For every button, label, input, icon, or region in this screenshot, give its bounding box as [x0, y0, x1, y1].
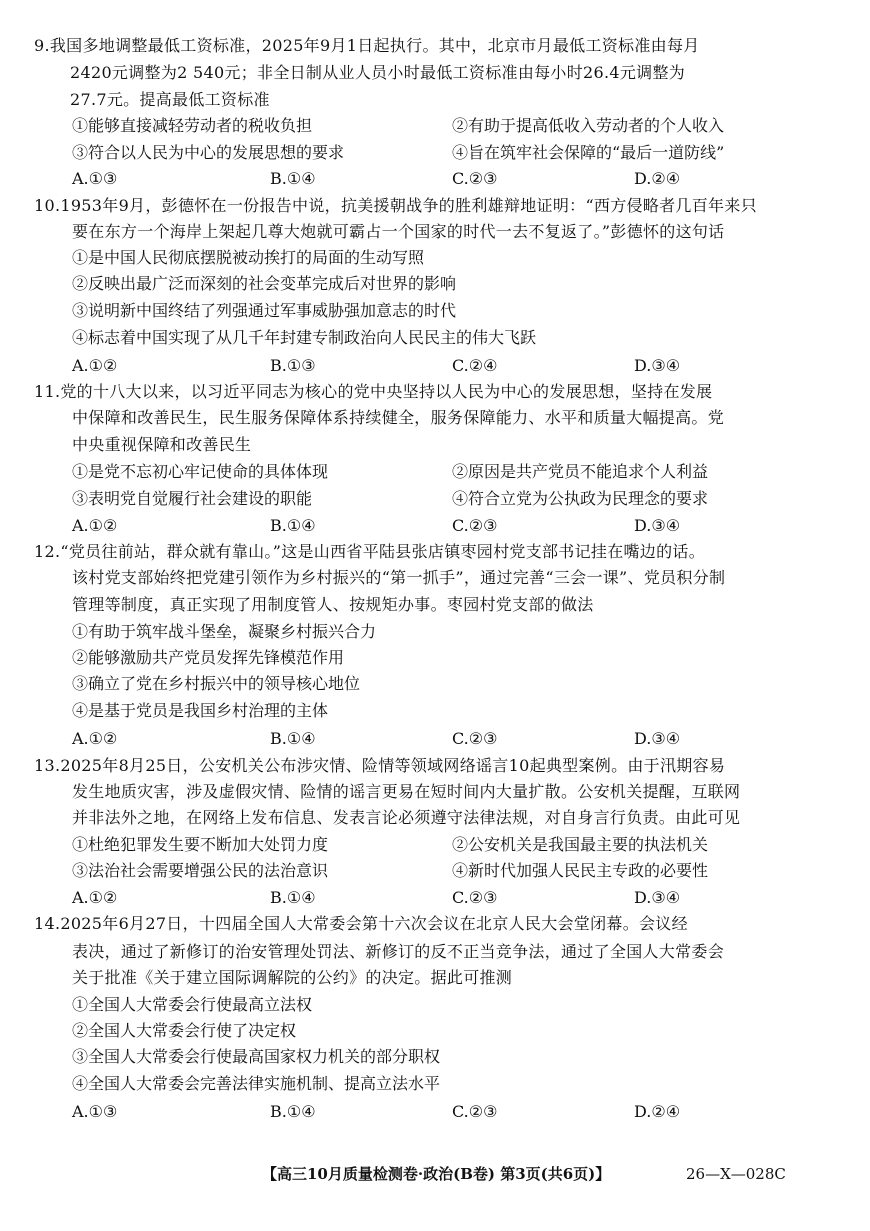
statement-item: ③法治社会需要增强公民的法治意识: [72, 861, 329, 880]
statement-item: ②能够激励共产党员发挥先锋模范作用: [72, 648, 345, 667]
question-stem-line: 13.2025年8月25日，公安机关公布涉灾情、险情等领域网络谣言10起典型案例。由于汛期容易: [34, 756, 726, 775]
footer-title: 【高三10月质量检测卷·政治(B卷) 第3页(共6页)】: [262, 1165, 611, 1183]
answer-choice-a: A.①②: [72, 516, 118, 535]
question-stem-line: 10.1953年9月，彭德怀在一份报告中说，抗美援朝战争的胜利雄辩地证明：“西方侵略者几百年来只: [34, 196, 757, 215]
statement-item: ④标志着中国实现了从几千年封建专制政治向人民民主的伟大飞跃: [72, 328, 537, 347]
question-stem-line: 27.7元。提高最低工资标准: [70, 90, 270, 109]
statement-item: ①是党不忘初心牢记使命的具体体现: [72, 462, 329, 481]
footer-code: 26—X—028C: [686, 1165, 786, 1183]
answer-choice-b: B.①④: [270, 169, 316, 188]
statement-item: ①杜绝犯罪发生要不断加大处罚力度: [72, 835, 329, 854]
statement-item: ①全国人大常委会行使最高立法权: [72, 995, 313, 1014]
question-stem-line: 该村党支部始终把党建引领作为乡村振兴的“第一抓手”，通过完善“三会一课”、党员积分制: [72, 568, 726, 587]
answer-choice-c: C.②④: [452, 356, 498, 375]
question-stem-line: 12.“党员往前站，群众就有靠山。”这是山西省平陆县张店镇枣园村党支部书记挂在嘴边的话。: [34, 542, 706, 561]
answer-choice-b: B.①④: [270, 1102, 316, 1121]
answer-choice-c: C.②③: [452, 516, 498, 535]
question-stem-line: 表决，通过了新修订的治安管理处罚法、新修订的反不正当竞争法，通过了全国人大常委会: [72, 942, 725, 961]
question-stem-line: 2420元调整为2 540元；非全日制从业人员小时最低工资标准由每小时26.4元调整为: [70, 63, 686, 82]
question-stem-line: 管理等制度，真正实现了用制度管人、按规矩办事。枣园村党支部的做法: [72, 595, 594, 614]
statement-item: ②公安机关是我国最主要的执法机关: [452, 835, 709, 854]
statement-item: ②有助于提高低收入劳动者的个人收入: [452, 116, 725, 135]
answer-choice-d: D.③④: [634, 888, 681, 907]
question-stem-line: 并非法外之地，在网络上发布信息、发表言论必须遵守法律法规，对自身言行负责。由此可见: [72, 808, 741, 827]
answer-choice-a: A.①③: [72, 169, 118, 188]
answer-choice-d: D.③④: [634, 729, 681, 748]
question-stem-line: 关于批准《关于建立国际调解院的公约》的决定。据此可推测: [72, 968, 513, 987]
answer-choice-c: C.②③: [452, 1102, 498, 1121]
answer-choice-b: B.①④: [270, 516, 316, 535]
answer-choice-a: A.①②: [72, 356, 118, 375]
statement-item: ③符合以人民为中心的发展思想的要求: [72, 143, 345, 162]
statement-item: ②反映出最广泛而深刻的社会变革完成后对世界的影响: [72, 274, 457, 293]
statement-item: ①能够直接减轻劳动者的税收负担: [72, 116, 313, 135]
answer-choice-d: D.③④: [634, 516, 681, 535]
answer-choice-a: A.①②: [72, 729, 118, 748]
answer-choice-c: C.②③: [452, 169, 498, 188]
statement-item: ③表明党自觉履行社会建设的职能: [72, 489, 313, 508]
answer-choice-c: C.②③: [452, 888, 498, 907]
statement-item: ①是中国人民彻底摆脱被动挨打的局面的生动写照: [72, 248, 425, 267]
statement-item: ④旨在筑牢社会保障的“最后一道防线”: [452, 143, 725, 162]
question-stem-line: 要在东方一个海岸上架起几尊大炮就可霸占一个国家的时代一去不复返了。”彭德怀的这句话: [72, 222, 725, 241]
answer-choice-d: D.②④: [634, 169, 681, 188]
answer-choice-d: D.③④: [634, 356, 681, 375]
statement-item: ④是基于党员是我国乡村治理的主体: [72, 701, 329, 720]
answer-choice-c: C.②③: [452, 729, 498, 748]
question-stem-line: 发生地质灾害，涉及虚假灾情、险情的谣言更易在短时间内大量扩散。公安机关提醒，互联网: [72, 782, 741, 801]
statement-item: ①有助于筑牢战斗堡垒，凝聚乡村振兴合力: [72, 622, 377, 641]
statement-item: ④新时代加强人民民主专政的必要性: [452, 861, 709, 880]
statement-item: ③说明新中国终结了列强通过军事威胁强加意志的时代: [72, 301, 457, 320]
answer-choice-d: D.②④: [634, 1102, 681, 1121]
statement-item: ④符合立党为公执政为民理念的要求: [452, 489, 709, 508]
statement-item: ③确立了党在乡村振兴中的领导核心地位: [72, 674, 361, 693]
statement-item: ③全国人大常委会行使最高国家权力机关的部分职权: [72, 1047, 441, 1066]
question-stem-line: 中保障和改善民生，民生服务保障体系持续健全，服务保障能力、水平和质量大幅提高。党: [72, 408, 725, 427]
question-stem-line: 14.2025年6月27日，十四届全国人大常委会第十六次会议在北京人民大会堂闭幕。会议经: [34, 914, 688, 933]
answer-choice-b: B.①③: [270, 356, 316, 375]
answer-choice-b: B.①④: [270, 888, 316, 907]
statement-item: ②原因是共产党员不能追求个人利益: [452, 462, 709, 481]
answer-choice-a: A.①②: [72, 888, 118, 907]
answer-choice-a: A.①③: [72, 1102, 118, 1121]
statement-item: ④全国人大常委会完善法律实施机制、提高立法水平: [72, 1074, 441, 1093]
question-stem-line: 11.党的十八大以来，以习近平同志为核心的党中央坚持以人民为中心的发展思想，坚持在发展: [34, 382, 713, 401]
statement-item: ②全国人大常委会行使了决定权: [72, 1021, 297, 1040]
question-stem-line: 中央重视保障和改善民生: [72, 435, 252, 454]
answer-choice-b: B.①④: [270, 729, 316, 748]
question-stem-line: 9.我国多地调整最低工资标准，2025年9月1日起执行。其中，北京市月最低工资标准由每月: [34, 36, 700, 55]
